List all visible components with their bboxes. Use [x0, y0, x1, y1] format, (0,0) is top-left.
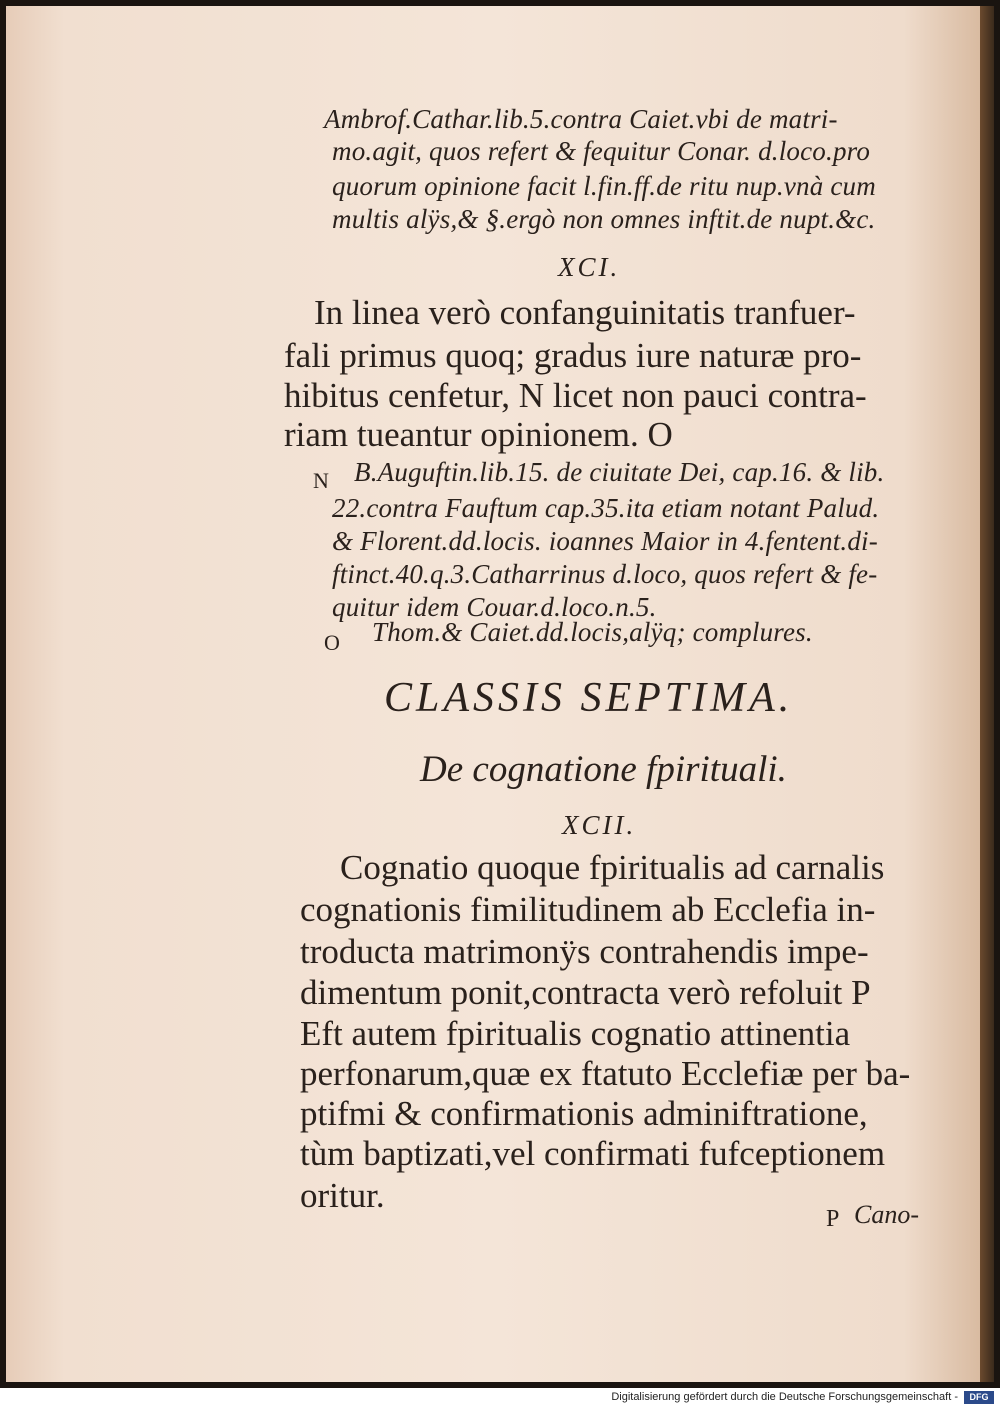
body-line: cognationis fimilitudinem ab Ecclefia in-	[300, 890, 876, 929]
note-marker: N	[313, 468, 329, 493]
note-line: B.Auguftin.lib.15. de ciuitate Dei, cap.16. & lib.	[354, 457, 885, 487]
body-line: troducta matrimonÿs contrahendis impe-	[300, 932, 869, 971]
note-line: quitur idem Couar.d.loco.n.5.	[332, 592, 657, 622]
footer-credit: Digitalisierung gefördert durch die Deutsche Forschungsgemeinschaft -	[611, 1391, 958, 1403]
body-line: oritur.	[300, 1176, 385, 1215]
top-note-line: Ambrof.Cathar.lib.5.contra Caiet.vbi de matri-	[324, 104, 838, 134]
catchword-marker: P	[826, 1206, 840, 1232]
dfg-logo-icon: DFG	[964, 1391, 994, 1404]
note-marker: O	[324, 630, 340, 655]
top-note-line: mo.agit, quos refert & fequitur Conar. d.loco.pro	[332, 136, 871, 166]
footer-bar	[0, 1388, 1000, 1407]
body-line: perfonarum,quæ ex ftatuto Ecclefiæ per ba-	[300, 1054, 911, 1093]
top-note-line: multis alÿs,& §.ergò non omnes inftit.de nupt.&c.	[332, 204, 876, 234]
body-line: dimentum ponit,contracta verò refoluit P	[300, 973, 871, 1012]
body-line: Eft autem fpiritualis cognatio attinentia	[300, 1014, 851, 1053]
body-line: Cognatio quoque fpiritualis ad carnalis	[340, 848, 885, 887]
body-line: riam tueantur opinionem. O	[284, 415, 673, 454]
note-line: 22.contra Fauftum cap.35.ita etiam notant Palud.	[332, 493, 880, 523]
page-edge	[980, 6, 994, 1382]
book-page	[6, 6, 982, 1382]
body-line: tùm baptizati,vel confirmati fufceptionem	[300, 1134, 886, 1173]
note-line: & Florent.dd.locis. ioannes Maior in 4.fentent.di-	[332, 526, 878, 556]
classis-subtitle: De cognatione fpirituali.	[420, 749, 787, 790]
body-line: fali primus quoq; gradus iure naturæ pro-	[284, 336, 862, 375]
section-numeral: XCI.	[558, 252, 621, 282]
body-line: In linea verò confanguinitatis tranfuer-	[314, 293, 856, 332]
body-line: hibitus cenfetur, N licet non pauci contra-	[284, 376, 867, 415]
top-note-line: quorum opinione facit l.fin.ff.de ritu nup.vnà cum	[332, 171, 876, 201]
note-line: Thom.& Caiet.dd.locis,alÿq; complures.	[372, 617, 813, 647]
catchword: Cano-	[854, 1200, 919, 1229]
classis-title: CLASSIS SEPTIMA.	[384, 675, 794, 721]
body-line: ptifmi & confirmationis adminiftratione,	[300, 1094, 868, 1133]
section-numeral: XCII.	[562, 810, 637, 840]
note-line: ftinct.40.q.3.Catharrinus d.loco, quos refert & fe-	[332, 559, 878, 589]
